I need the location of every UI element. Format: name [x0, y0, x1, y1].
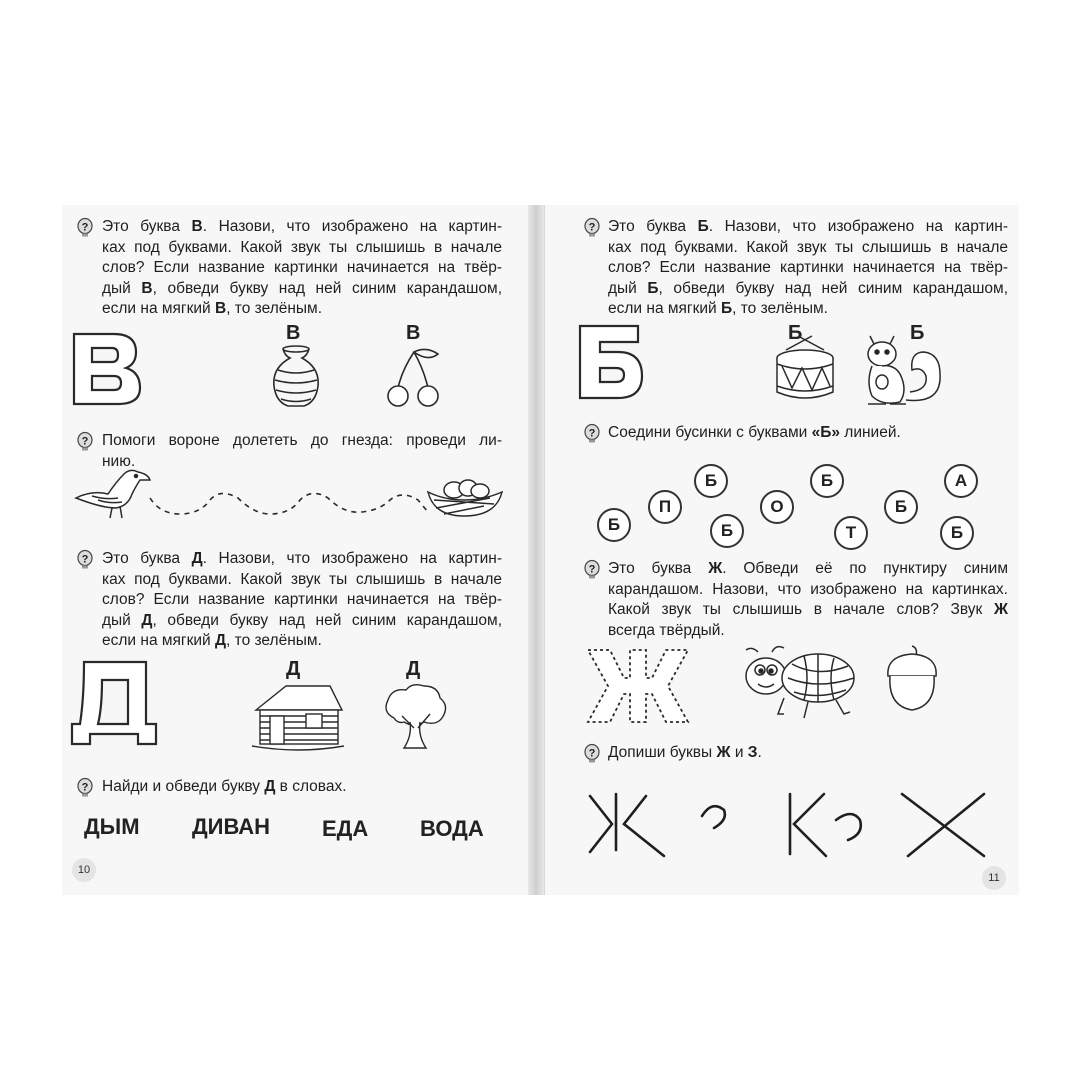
text-segment: слов? Если название картинки начинается на твёр- — [102, 591, 502, 608]
word-1[interactable]: ДЫМ — [84, 814, 140, 839]
text-segment: карандашом. Назови, что изображено на картинках. — [608, 580, 1008, 598]
text-segment: нию. — [102, 452, 136, 470]
big-letter-b — [576, 322, 646, 402]
text-segment: Помоги вороне долететь до гнезда: проведи ли- — [102, 432, 502, 449]
pic-label-v1: В — [286, 322, 301, 344]
text-segment: Найди и обведи букву — [102, 778, 265, 795]
question-bulb-icon — [583, 424, 601, 444]
text-segment: Это буква — [608, 218, 698, 235]
text-segment: , то зелёным. — [226, 632, 322, 649]
squirrel-picture — [860, 330, 944, 410]
svg-text:?: ? — [588, 427, 596, 440]
task-text-find-d — [102, 777, 502, 798]
bold-letter: З — [747, 744, 758, 761]
text-line — [102, 452, 502, 473]
drum-picture — [772, 334, 838, 406]
text-segment: дый — [608, 279, 648, 297]
bead-1[interactable]: Б — [597, 508, 631, 542]
svg-text:?: ? — [588, 747, 596, 760]
question-bulb-icon — [76, 550, 94, 570]
crow-picture — [72, 464, 152, 520]
text-segment: Допиши буквы — [608, 744, 717, 761]
word-3[interactable]: ЕДА — [322, 816, 369, 841]
bead-7[interactable]: Т — [834, 516, 868, 550]
text-line — [102, 570, 502, 591]
text-line — [608, 217, 1008, 238]
bold-letter: Д — [264, 778, 276, 795]
big-letter-v — [70, 330, 146, 408]
svg-text:?: ? — [588, 563, 596, 576]
bold-letter: Ж — [708, 560, 723, 577]
question-bulb-icon — [583, 560, 601, 580]
text-segment: , то зелёным. — [226, 300, 323, 317]
text-segment: линией. — [839, 424, 901, 441]
text-segment: слов? Если название картинки начинается на твёр- — [608, 259, 1008, 276]
text-segment: . Назови, что изображено на картин- — [202, 550, 502, 567]
svg-text:?: ? — [81, 221, 89, 234]
task-text-b — [608, 217, 1008, 320]
bead-8[interactable]: Б — [884, 490, 918, 524]
task-text-v — [102, 217, 502, 320]
bead-3[interactable]: Б — [694, 464, 728, 498]
text-segment: Это буква — [102, 550, 192, 567]
text-segment: . Назови, что изображено на картин- — [202, 218, 502, 235]
task-text-beads — [608, 423, 1008, 444]
text-line — [608, 258, 1008, 279]
pic-label-d2: Д — [406, 658, 421, 680]
bead-6[interactable]: Б — [810, 464, 844, 498]
text-line — [102, 299, 502, 320]
text-line — [608, 743, 1008, 764]
bold-letter: В — [141, 279, 153, 297]
text-segment: Соедини бусинки с буквами — [608, 424, 812, 441]
text-segment: ках под буквами. Какой звук ты слышишь в начале — [102, 238, 502, 256]
cherry-picture — [386, 346, 442, 408]
text-segment: слов? Если название картинки начинается на твёр- — [102, 259, 502, 276]
bead-5[interactable]: О — [760, 490, 794, 524]
text-line — [608, 279, 1008, 300]
partial-letters-strokes[interactable] — [586, 790, 994, 862]
text-line — [608, 238, 1008, 259]
bold-letter: Б — [697, 218, 709, 235]
question-bulb-icon — [583, 744, 601, 764]
bold-letter: Б — [720, 300, 733, 317]
bold-letter: В — [191, 218, 203, 235]
text-segment: , обведи букву над ней синим карандашом, — [152, 611, 503, 629]
dotted-letter-zh[interactable] — [584, 646, 692, 726]
bold-letter: Д — [214, 632, 227, 649]
text-segment: , обведи букву над ней синим карандашом, — [152, 279, 502, 297]
task-text-finish-letters — [608, 743, 1008, 764]
task-text-d — [102, 549, 502, 652]
bold-letter: Д — [141, 611, 153, 629]
bold-letter: «Б» — [811, 424, 840, 441]
pic-label-b1: Б — [788, 322, 803, 344]
nest-picture — [424, 476, 506, 520]
text-line — [102, 777, 502, 798]
tree-picture — [380, 682, 450, 754]
pic-label-b2: Б — [910, 322, 925, 344]
text-segment: если на мягкий — [608, 300, 721, 317]
svg-text:?: ? — [81, 435, 89, 448]
text-line — [608, 580, 1008, 601]
flight-path-dotted[interactable] — [150, 488, 430, 522]
word-2[interactable]: ДИВАН — [192, 814, 271, 839]
pic-label-v2: В — [406, 322, 421, 344]
page-number-right: 11 — [982, 866, 1006, 890]
bold-letter: Ж — [993, 601, 1008, 618]
question-bulb-icon — [76, 218, 94, 238]
svg-text:?: ? — [588, 221, 596, 234]
beetle-picture — [738, 644, 862, 720]
text-segment: в словах. — [275, 778, 347, 795]
text-line — [102, 631, 502, 652]
text-segment: . Назови, что изображено на картин- — [708, 218, 1008, 235]
text-segment: Какой звук ты слышишь в начале слов? Звук — [608, 601, 994, 618]
text-segment: Это буква — [102, 218, 192, 235]
pic-label-d1: Д — [286, 658, 301, 680]
text-segment: , то зелёным. — [732, 300, 828, 317]
text-line — [102, 590, 502, 611]
question-bulb-icon — [76, 778, 94, 798]
page-number-left: 10 — [72, 858, 96, 882]
text-segment: дый — [102, 611, 142, 629]
text-line — [608, 559, 1008, 580]
text-line — [102, 279, 502, 300]
question-bulb-icon — [76, 432, 94, 452]
question-bulb-icon — [583, 218, 601, 238]
task-text-crow — [102, 431, 502, 472]
bead-4[interactable]: Б — [710, 514, 744, 548]
book-spine — [528, 205, 544, 895]
text-segment: если на мягкий — [102, 300, 215, 317]
bold-letter: Б — [647, 279, 659, 297]
text-segment: ках под буквами. Какой звук ты слышишь в начале — [102, 570, 502, 588]
text-segment: всегда твёрдый. — [608, 621, 725, 639]
text-segment: Это буква — [608, 560, 709, 577]
bold-letter: Ж — [716, 744, 731, 761]
text-segment: . — [757, 744, 762, 761]
acorn-picture — [882, 644, 942, 714]
text-segment: если на мягкий — [102, 632, 215, 649]
text-segment: ках под буквами. Какой звук ты слышишь в начале — [608, 238, 1008, 256]
bold-letter: В — [214, 300, 227, 317]
text-line — [608, 600, 1008, 621]
big-letter-d — [68, 658, 160, 748]
task-text-zh — [608, 559, 1008, 641]
text-line — [102, 238, 502, 259]
house-picture — [250, 680, 346, 752]
text-line — [608, 423, 1008, 444]
bead-10[interactable]: Б — [940, 516, 974, 550]
text-segment: . Обведи её по пунктиру синим — [722, 560, 1008, 577]
text-segment: дый — [102, 279, 142, 297]
word-4[interactable]: ВОДА — [420, 816, 484, 841]
text-line — [608, 621, 1008, 642]
text-line — [102, 611, 502, 632]
text-segment: , обведи букву над ней синим карандашом, — [658, 279, 1009, 297]
text-line — [102, 217, 502, 238]
bold-letter: Д — [191, 550, 203, 567]
vase-picture — [266, 344, 326, 410]
text-line — [102, 549, 502, 570]
text-line — [102, 258, 502, 279]
text-line — [608, 299, 1008, 320]
bead-2[interactable]: П — [648, 490, 682, 524]
text-line — [102, 431, 502, 452]
bead-9[interactable]: А — [944, 464, 978, 498]
text-segment: и — [730, 744, 748, 761]
svg-text:?: ? — [81, 553, 89, 566]
svg-text:?: ? — [81, 781, 89, 794]
